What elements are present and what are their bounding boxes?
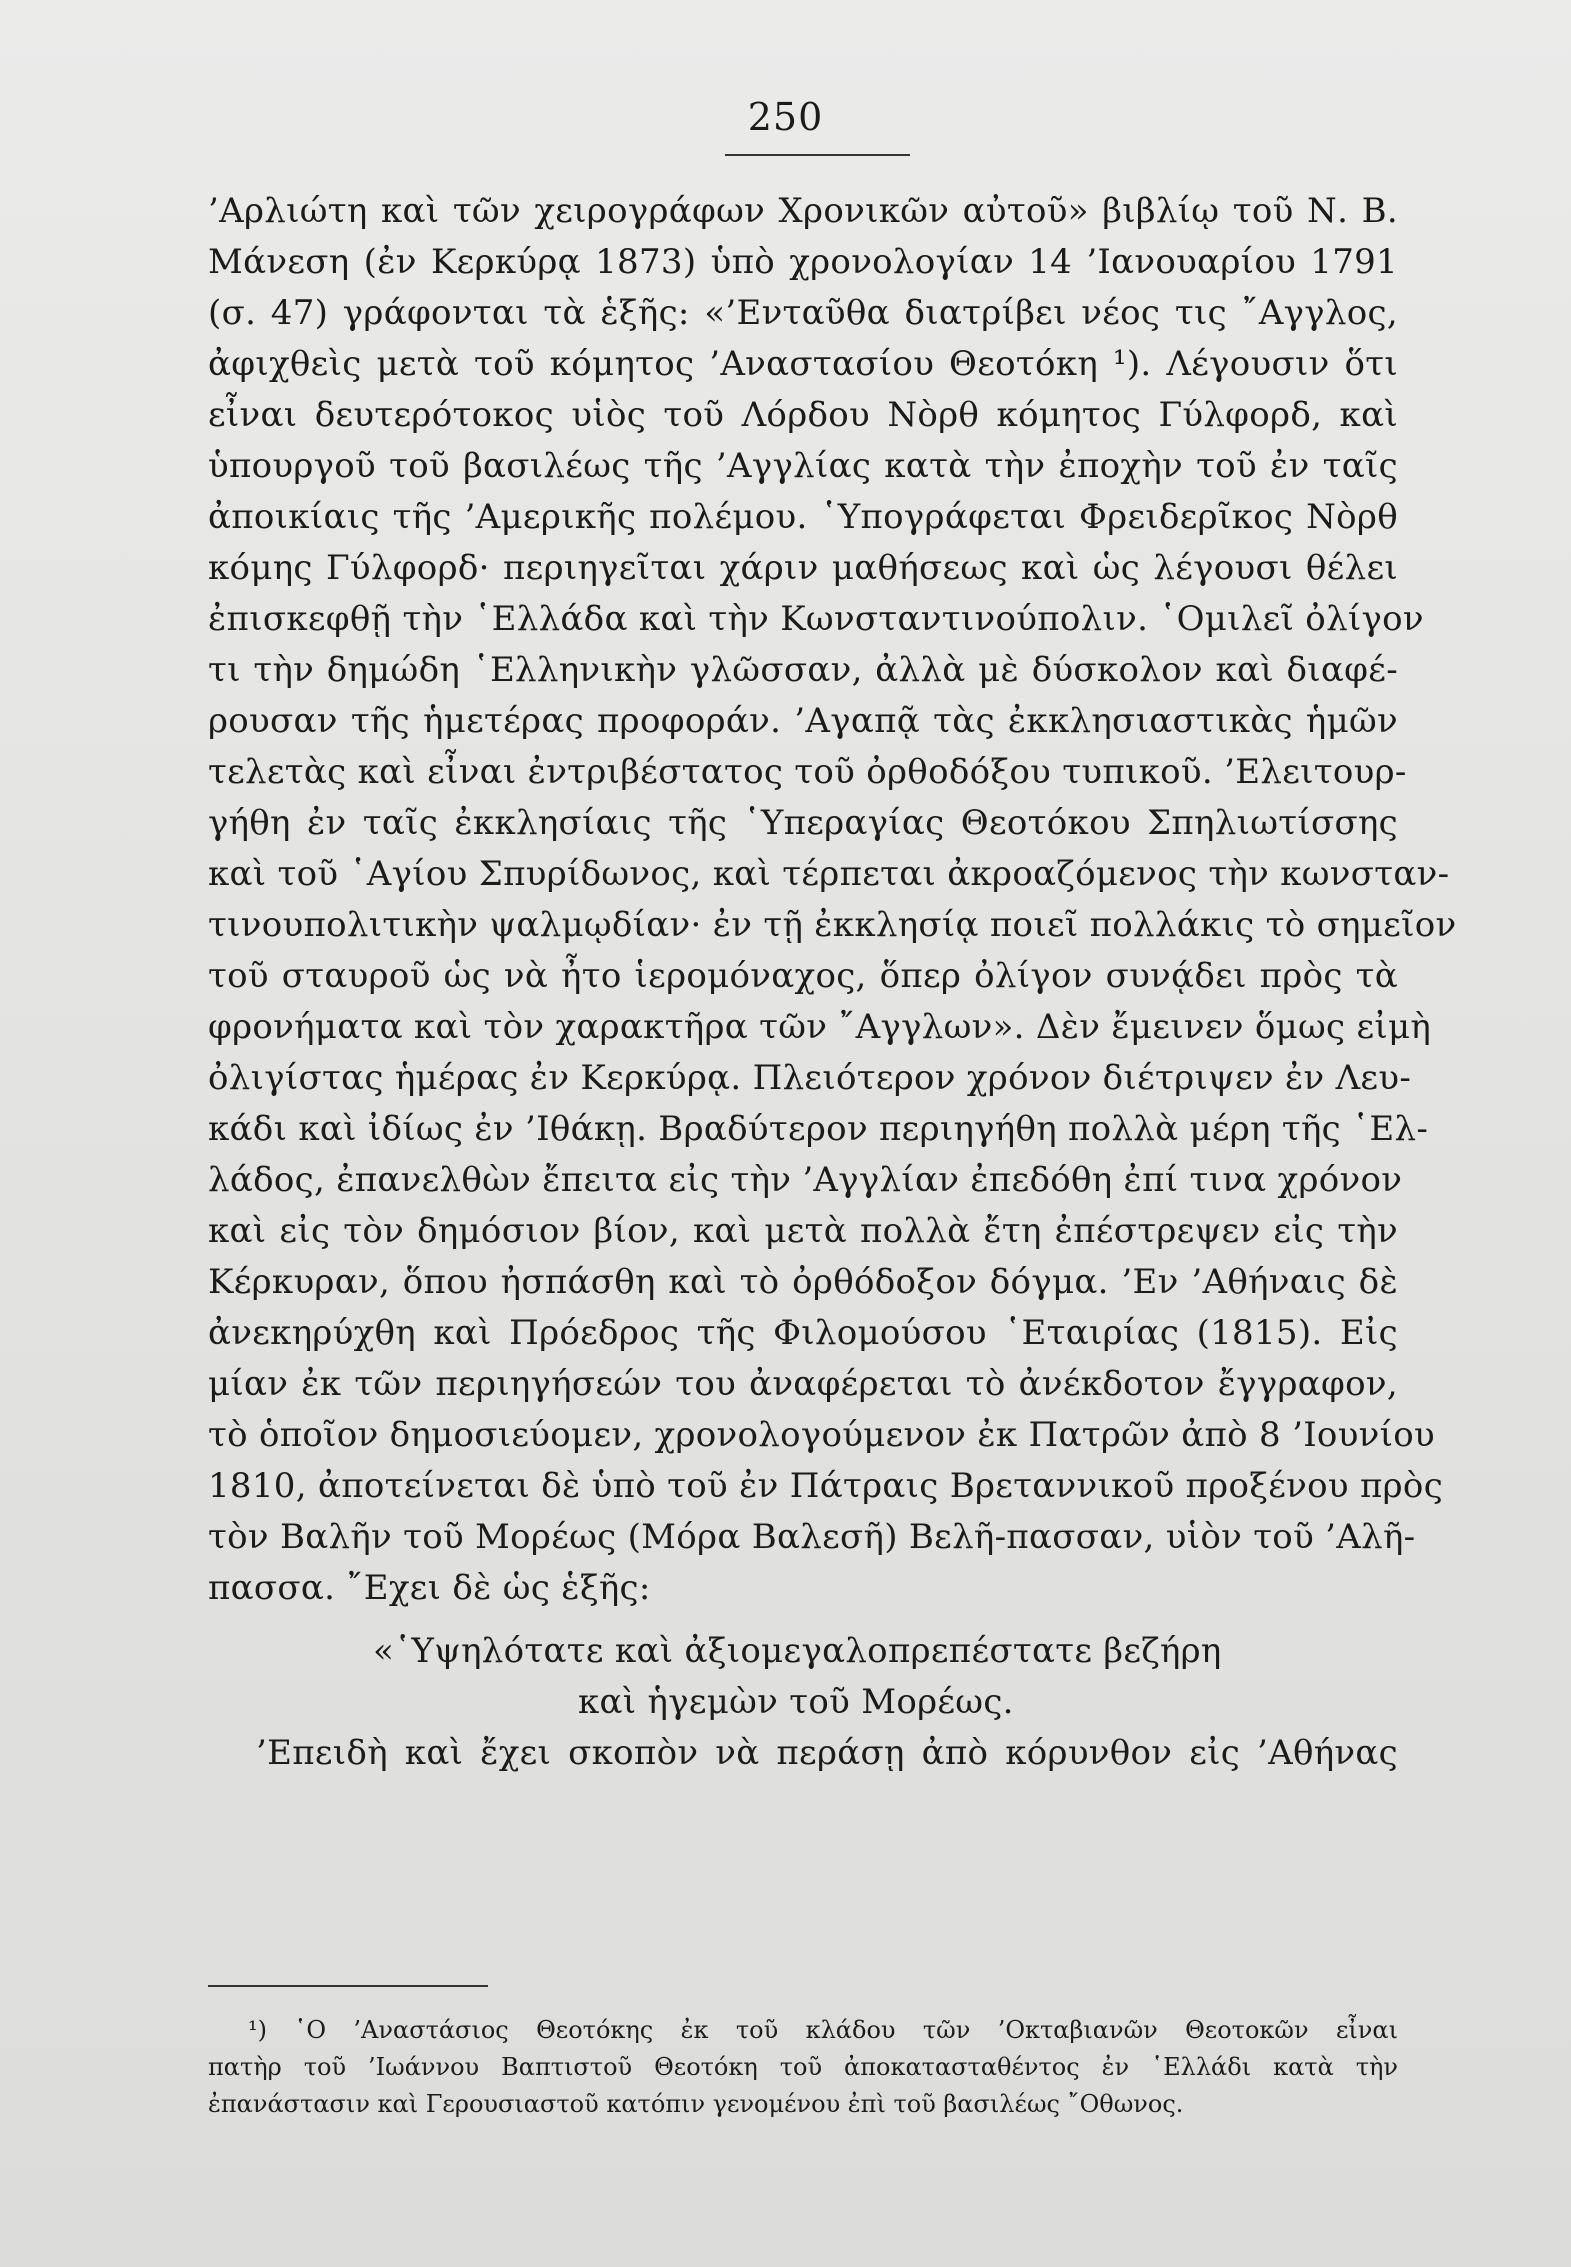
- text-line: κάδι καὶ ἰδίως ἐν ’Ιθάκῃ. Βραδύτερον περιηγήθη πολλὰ μέρη τῆς ῾Ελ-: [208, 1109, 1429, 1149]
- text-line: ἀποικίαις τῆς ’Αμερικῆς πολέμου. ῾Υπογράφεται Φρειδερῖκος Νὸρθ: [208, 497, 1398, 537]
- text-line: Μάνεση (ἐν Κερκύρᾳ 1873) ὑπὸ χρονολογίαν 14 ’Ιανουαρίου 1791: [208, 242, 1398, 282]
- text-line: 1810, ἀποτείνεται δὲ ὑπὸ τοῦ ἐν Πάτραις Βρεταννικοῦ προξένου πρὸς: [208, 1466, 1444, 1506]
- text-line: ἀφιχθεὶς μετὰ τοῦ κόμητος ’Αναστασίου Θεοτόκη ¹). Λέγουσιν ὅτι: [208, 344, 1398, 384]
- text-line: καὶ τοῦ ῾Αγίου Σπυρίδωνος, καὶ τέρπεται ἀκροαζόμενος τὴν κωνσταν-: [208, 854, 1450, 894]
- text-line: τι τὴν δημώδη ῾Ελληνικὴν γλῶσσαν, ἀλλὰ μὲ δύσκολον καὶ διαφέ-: [208, 650, 1398, 690]
- text-line: ὀλιγίστας ἡμέρας ἐν Κερκύρᾳ. Πλειότερον χρόνον διέτριψεν ἐν Λευ-: [208, 1058, 1412, 1098]
- main-text: [208, 186, 1457, 1779]
- text-line: καὶ εἰς τὸν δημόσιον βίον, καὶ μετὰ πολλὰ ἔτη ἐπέστρεψεν εἰς τὴν: [208, 1211, 1398, 1251]
- text-line: τὸν Βαλῆν τοῦ Μορέως (Μόρα Βαλεσῆ) Βελῆ-πασσαν, υἱὸν τοῦ ’Αλῆ-: [208, 1517, 1416, 1557]
- text-line: ἀνεκηρύχθη καὶ Πρόεδρος τῆς Φιλομούσου ῾Εταιρίας (1815). Εἰς: [208, 1313, 1398, 1353]
- text-line: λάδος, ἐπανελθὼν ἔπειτα εἰς τὴν ’Αγγλίαν ἐπεδόθη ἐπί τινα χρόνον: [208, 1160, 1403, 1200]
- spacer: [208, 1614, 1398, 1626]
- letter-body-line: ’Επειδὴ καὶ ἔχει σκοπὸν νὰ περάσῃ ἀπὸ κόρυνθον εἰς ’Αθήνας: [256, 1733, 1398, 1773]
- text-line: τοῦ σταυροῦ ὡς νὰ ἦτο ἱερομόναχος, ὅπερ ὀλίγον συνᾴδει πρὸς τὰ: [208, 956, 1398, 996]
- text-line: φρονήματα καὶ τὸν χαρακτῆρα τῶν ῎Αγγλων». Δὲν ἔμεινεν ὅμως εἰμὴ: [208, 1007, 1432, 1047]
- text-line: εἶναι δευτερότοκος υἱὸς τοῦ Λόρδου Νὸρθ κόμητος Γύλφορδ, καὶ: [208, 395, 1398, 435]
- text-line: τινουπολιτικὴν ψαλμῳδίαν· ἐν τῇ ἐκκλησίᾳ ποιεῖ πολλάκις τὸ σημεῖον: [208, 905, 1457, 945]
- text-line: τελετὰς καὶ εἶναι ἐντριβέστατος τοῦ ὀρθοδόξου τυπικοῦ. ’Ελειτουρ-: [208, 752, 1407, 792]
- text-line: κόμης Γύλφορδ· περιηγεῖται χάριν μαθήσεως καὶ ὡς λέγουσι θέλει: [208, 548, 1398, 588]
- text-line: (σ. 47) γράφονται τὰ ἑξῆς: «’Ενταῦθα διατρίβει νέος τις ῎Αγγλος,: [208, 293, 1398, 333]
- footnote-line: πατὴρ τοῦ ’Ιωάννου Βαπτιστοῦ Θεοτόκη τοῦ ἀποκατασταθέντος ἐν ῾Ελλάδι κατὰ τὴν: [208, 2053, 1398, 2081]
- header-rule: [725, 154, 910, 156]
- text-line: τὸ ὁποῖον δημοσιεύομεν, χρονολογούμενον ἐκ Πατρῶν ἀπὸ 8 ’Ιουνίου: [208, 1415, 1435, 1455]
- text-line: ὑπουργοῦ τοῦ βασιλέως τῆς ’Αγγλίας κατὰ τὴν ἐποχὴν τοῦ ἐν ταῖς: [208, 446, 1398, 486]
- letter-salutation-line: καὶ ἡγεμὼν τοῦ Μορέως.: [578, 1682, 1014, 1722]
- footnote: [208, 2012, 1398, 2123]
- page-number: 250: [747, 95, 824, 139]
- footnote-line: ἐπανάστασιν καὶ Γερουσιαστοῦ κατόπιν γενομένου ἐπὶ τοῦ βασιλέως ῎Οθωνος.: [208, 2090, 1184, 2118]
- text-line: ’Αρλιώτη καὶ τῶν χειρογράφων Χρονικῶν αὐτοῦ» βιβλίῳ τοῦ Ν. Β.: [208, 191, 1398, 231]
- text-line: ρουσαν τῆς ἡμετέρας προφοράν. ’Αγαπᾷ τὰς ἐκκλησιαστικὰς ἡμῶν: [208, 701, 1398, 741]
- text-line: μίαν ἐκ τῶν περιηγήσεών του ἀναφέρεται τὸ ἀνέκδοτον ἔγγραφον,: [208, 1364, 1398, 1404]
- letter-salutation-line: «῾Υψηλότατε καὶ ἀξιομεγαλοπρεπέστατε βεζήρη: [373, 1631, 1222, 1671]
- footnote-rule: [208, 1985, 488, 1987]
- text-line: γήθη ἐν ταῖς ἐκκλησίαις τῆς ῾Υπεραγίας Θεοτόκου Σπηλιωτίσσης: [208, 803, 1398, 843]
- text-line: Κέρκυραν, ὅπου ἠσπάσθη καὶ τὸ ὀρθόδοξον δόγμα. ’Εν ’Αθήναις δὲ: [208, 1262, 1398, 1302]
- text-line: ἐπισκεφθῇ τὴν ῾Ελλάδα καὶ τὴν Κωνσταντινούπολιν. ῾Ομιλεῖ ὀλίγον: [208, 599, 1424, 639]
- footnote-line: ¹) ῾Ο ’Αναστάσιος Θεοτόκης ἐκ τοῦ κλάδου τῶν ’Οκταβιανῶν Θεοτοκῶν εἶναι: [248, 2016, 1398, 2044]
- text-line: πασσα. ῎Εχει δὲ ὡς ἑξῆς:: [208, 1568, 651, 1608]
